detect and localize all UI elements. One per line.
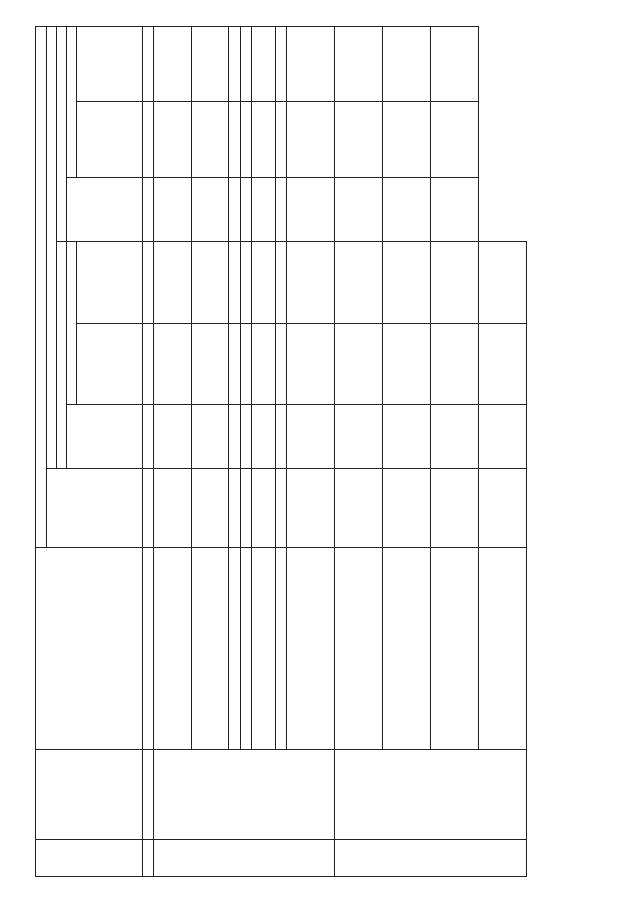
row-program-name xyxy=(154,750,335,840)
value-cell xyxy=(383,178,431,242)
value-cell xyxy=(252,242,276,324)
value-cell xyxy=(252,324,276,405)
value-cell xyxy=(479,405,527,469)
header-2015-federal xyxy=(77,102,143,178)
value-cell xyxy=(276,405,287,469)
header-2015-sources xyxy=(67,26,77,177)
header-expenses xyxy=(36,26,47,547)
value-cell xyxy=(276,26,287,101)
col-number xyxy=(143,750,154,840)
value-cell xyxy=(276,324,287,405)
value-cell xyxy=(241,242,252,324)
value-cell xyxy=(431,324,479,405)
value-cell xyxy=(431,178,479,242)
value-cell xyxy=(229,26,241,101)
value-cell xyxy=(229,405,241,469)
col-number xyxy=(143,469,154,548)
value-cell xyxy=(252,405,276,469)
header-year-2014 xyxy=(57,242,67,469)
value-cell xyxy=(335,405,383,469)
row-status-empty xyxy=(335,840,527,877)
value-cell xyxy=(154,178,192,242)
col-number xyxy=(143,324,154,405)
row-status xyxy=(154,840,335,877)
value-cell xyxy=(276,102,287,178)
row-executor xyxy=(479,548,527,750)
value-cell xyxy=(276,242,287,324)
value-cell xyxy=(431,242,479,324)
header-program-name xyxy=(36,750,143,840)
value-cell xyxy=(252,26,276,101)
col-number xyxy=(143,840,154,877)
col-number xyxy=(143,548,154,750)
value-cell xyxy=(335,324,383,405)
row-executor xyxy=(431,548,479,750)
value-cell xyxy=(192,469,229,548)
value-cell xyxy=(287,178,335,242)
value-cell xyxy=(383,469,431,548)
value-cell xyxy=(335,469,383,548)
value-cell xyxy=(287,26,335,101)
value-cell xyxy=(276,469,287,548)
value-cell xyxy=(192,178,229,242)
value-cell xyxy=(335,178,383,242)
value-cell xyxy=(192,26,229,101)
row-executor xyxy=(276,548,287,750)
value-cell xyxy=(431,26,479,101)
value-cell xyxy=(287,469,335,548)
row-executor xyxy=(383,548,431,750)
header-2015-regional xyxy=(77,26,143,101)
col-number xyxy=(143,405,154,469)
header-total xyxy=(47,469,143,548)
row-executor xyxy=(252,548,276,750)
value-cell xyxy=(287,242,335,324)
value-cell xyxy=(154,26,192,101)
value-cell xyxy=(383,405,431,469)
value-cell xyxy=(154,102,192,178)
header-2014-all xyxy=(67,405,143,469)
value-cell xyxy=(431,405,479,469)
col-number xyxy=(143,178,154,242)
value-cell xyxy=(241,469,252,548)
value-cell xyxy=(431,469,479,548)
header-2014-regional xyxy=(77,242,143,324)
value-cell xyxy=(241,178,252,242)
value-cell xyxy=(479,324,527,405)
rotated-table-container xyxy=(35,27,627,877)
header-executor xyxy=(36,548,143,750)
value-cell xyxy=(287,102,335,178)
row-program-empty xyxy=(335,750,527,840)
value-cell xyxy=(154,324,192,405)
value-cell xyxy=(241,102,252,178)
value-cell xyxy=(383,26,431,101)
value-cell xyxy=(229,469,241,548)
header-year-2015 xyxy=(57,26,67,241)
header-2014-federal xyxy=(77,324,143,405)
value-cell xyxy=(335,26,383,101)
row-executor xyxy=(192,548,229,750)
value-cell xyxy=(383,242,431,324)
value-cell xyxy=(192,324,229,405)
header-2014-sources xyxy=(67,242,77,405)
row-executor xyxy=(154,548,192,750)
value-cell xyxy=(192,242,229,324)
value-cell xyxy=(383,324,431,405)
row-executor xyxy=(241,548,252,750)
value-cell xyxy=(252,102,276,178)
value-cell xyxy=(192,405,229,469)
value-cell xyxy=(241,405,252,469)
header-by-years xyxy=(47,26,57,468)
value-cell xyxy=(192,102,229,178)
value-cell xyxy=(154,405,192,469)
row-executor xyxy=(287,548,335,750)
value-cell xyxy=(276,178,287,242)
value-cell xyxy=(229,324,241,405)
value-cell xyxy=(154,242,192,324)
col-number xyxy=(143,102,154,178)
value-cell xyxy=(383,102,431,178)
value-cell xyxy=(479,469,527,548)
value-cell xyxy=(241,324,252,405)
value-cell xyxy=(229,242,241,324)
value-cell xyxy=(479,242,527,324)
value-cell xyxy=(287,405,335,469)
value-cell xyxy=(154,469,192,548)
col-number xyxy=(143,26,154,101)
col-number xyxy=(143,242,154,324)
value-cell xyxy=(431,102,479,178)
row-executor xyxy=(335,548,383,750)
value-cell xyxy=(287,324,335,405)
value-cell xyxy=(335,242,383,324)
value-cell xyxy=(229,102,241,178)
value-cell xyxy=(335,102,383,178)
row-executor xyxy=(229,548,241,750)
header-2015-all xyxy=(67,178,143,242)
budget-table xyxy=(35,26,527,877)
value-cell xyxy=(252,178,276,242)
header-status xyxy=(36,840,143,877)
value-cell xyxy=(229,178,241,242)
value-cell xyxy=(241,26,252,101)
value-cell xyxy=(252,469,276,548)
